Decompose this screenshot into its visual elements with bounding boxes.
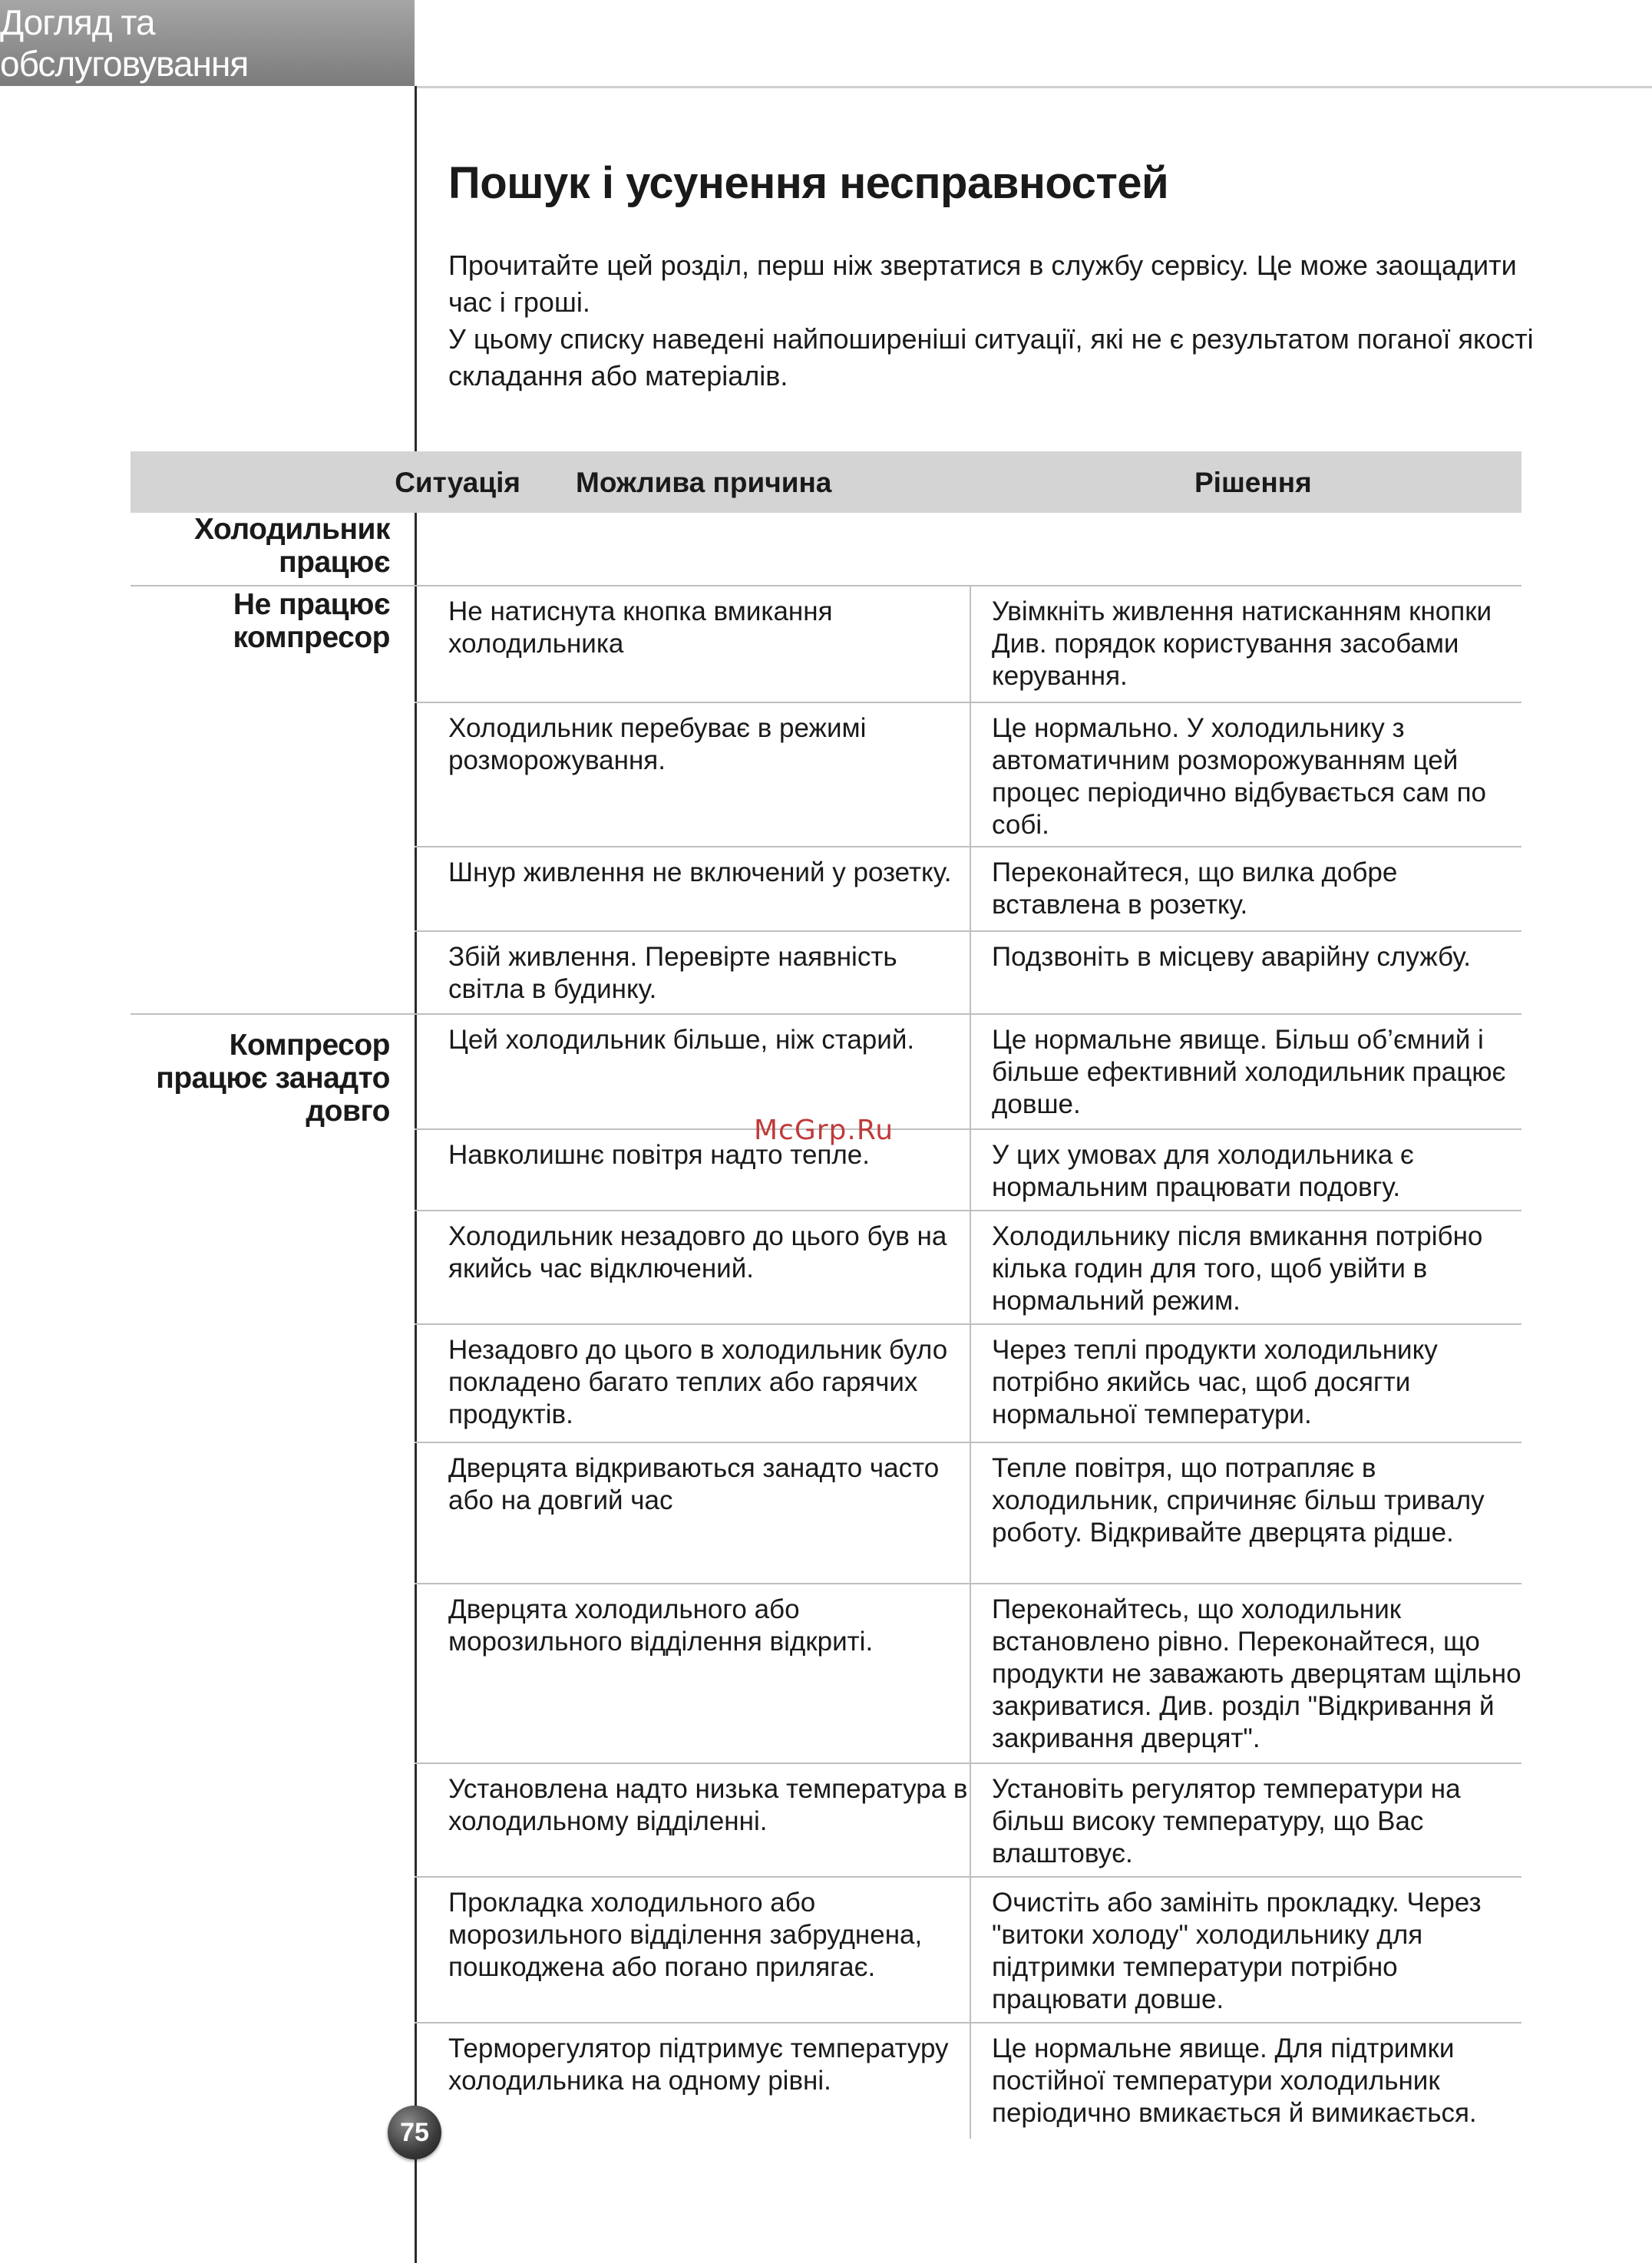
cause-cell: Цей холодильник більше, ніж старий. (448, 1025, 915, 1055)
solution-cell: Тепле повітря, що потрапляє в холодильник, спричиняє більш тривалу роботу. Відкривайте дверцята рідше. (992, 1453, 1485, 1548)
solution-cell: Установіть регулятор температури на більш високу температуру, що Вас влаштовує. (992, 1774, 1461, 1868)
table-row (415, 1013, 1521, 1128)
solution-cell: Через теплі продукти холодильнику потрібно якийсь час, щоб досягти нормальної температури. (992, 1335, 1438, 1429)
cause-cell: Дверцята відкриваються занадто часто або на довгий час (448, 1453, 940, 1515)
cause-cell: Незадовго до цього в холодильник було покладено багато теплих або гарячих продуктів. (448, 1335, 948, 1429)
table-row (415, 1210, 1521, 1323)
cause-cell: Установлена надто низька температура в холодильному відділенні. (448, 1774, 968, 1836)
cause-cell: Холодильник незадовго до цього був на якийсь час відключений. (448, 1221, 947, 1283)
solution-cell: Очистіть або замініть прокладку. Через "витоки холоду" холодильнику для підтримки температури потрібно працювати довше. (992, 1888, 1482, 2014)
cause-cell: Шнур живлення не включений у розетку. (448, 857, 952, 887)
solution-cell: Увімкніть живлення натисканням кнопки Див. порядок користування засобами керування. (992, 596, 1492, 691)
solution-cell: Холодильнику після вмикання потрібно кілька годин для того, щоб увійти в нормальний режим. (992, 1221, 1483, 1316)
page-title: Пошук і усунення несправностей (448, 158, 1169, 208)
category-label: Холодильник працює (194, 513, 390, 579)
top-rule (415, 86, 1652, 88)
solution-cell: Переконайтеся, що вилка добре вставлена в розетку. (992, 857, 1398, 920)
section-tab-label: Догляд та обслуговування (0, 2, 249, 84)
column-divider (970, 585, 971, 2139)
solution-cell: Це нормально. У холодильнику з автоматичним розморожуванням цей процес періодично відбувається сам по собі. (992, 713, 1487, 840)
table-row (415, 846, 1521, 930)
table-row (415, 1323, 1521, 1442)
watermark: McGrp.Ru (754, 1115, 894, 1146)
page-number-badge (388, 2106, 441, 2159)
cause-cell: Збій живлення. Перевірте наявність світла в будинку. (448, 942, 897, 1004)
cause-cell: Дверцята холодильного або морозильного відділення відкриті. (448, 1594, 874, 1657)
category-label: Не працює компресор (233, 588, 390, 654)
header-solution: Рішення (1194, 467, 1312, 498)
section-tab (0, 0, 415, 86)
cause-cell: Не натиснута кнопка вмикання холодильника (448, 596, 833, 659)
table-row (415, 1128, 1521, 1210)
table-header (131, 451, 1521, 513)
table-row (415, 2022, 1521, 2139)
solution-cell: Подзвоніть в місцеву аварійну службу. (992, 942, 1472, 972)
cause-cell: Холодильник перебуває в режимі розморожування. (448, 713, 867, 775)
table-row (415, 1442, 1521, 1583)
intro-text (448, 247, 1538, 395)
table-row (415, 702, 1521, 846)
solution-cell: Це нормальне явище. Для підтримки постійної температури холодильник періодично вмикається й вимикається. (992, 2033, 1477, 2128)
cause-cell: Терморегулятор підтримує температуру холодильника на одному рівні. (448, 2033, 949, 2096)
category-label: Компресор працює занадто довго (156, 1029, 390, 1128)
solution-cell: Переконайтесь, що холодильник встановлено рівно. Переконайтеся, що продукти не заважають дверцятам щільно закриватися. Див. розділ "Відкривання й закривання дверцят". (992, 1594, 1521, 1753)
header-cause: Можлива причина (576, 467, 832, 498)
table-row (415, 585, 1521, 702)
table-row (415, 1583, 1521, 1762)
page-number: 75 (400, 2117, 429, 2147)
solution-cell: У цих умовах для холодильника є нормальним працювати подовгу. (992, 1140, 1414, 1202)
cause-cell: Прокладка холодильного або морозильного відділення забруднена, пошкоджена або погано прилягає. (448, 1888, 923, 1982)
table-row (415, 930, 1521, 1013)
table-row (415, 1762, 1521, 1876)
cause-cell: Навколишнє повітря надто тепле. (448, 1140, 870, 1170)
header-situation: Ситуація (395, 467, 520, 498)
intro-paragraph: Прочитайте цей розділ, перш ніж звертатися в службу сервісу. Це може заощадити час і гроші. (448, 249, 1517, 318)
intro-paragraph: У цьому списку наведені найпоширеніші ситуації, які не є результатом поганої якості складання або матеріалів. (448, 323, 1534, 391)
table-row (415, 1876, 1521, 2022)
solution-cell: Це нормальне явище. Більш об’ємний і більше ефективний холодильник працює довше. (992, 1025, 1506, 1119)
